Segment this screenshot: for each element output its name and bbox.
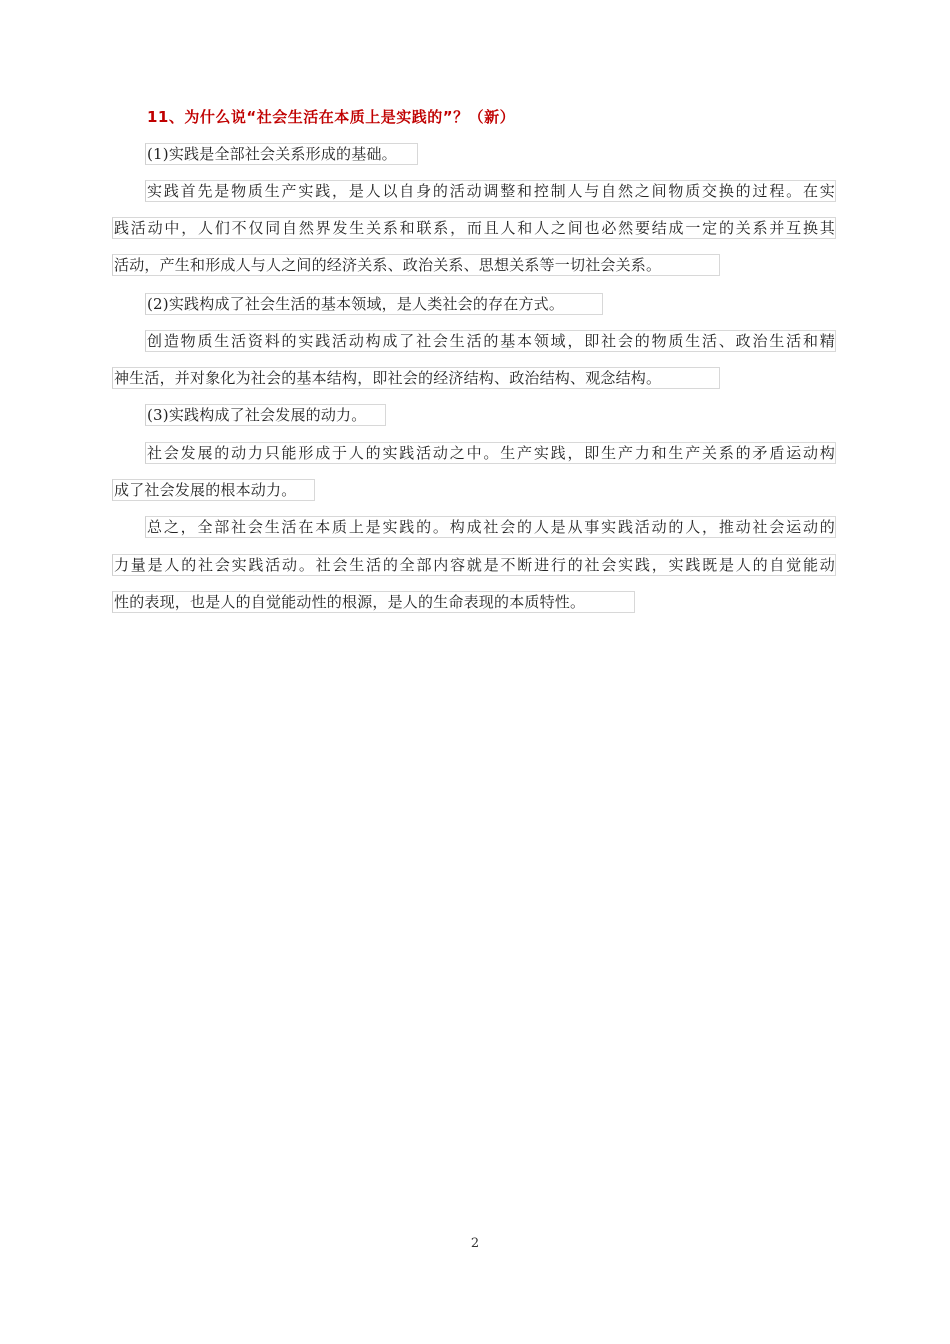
text-line: 成了社会发展的根本动力。	[112, 479, 315, 501]
text-line: 活动，产生和形成人与人之间的经济关系、政治关系、思想关系等一切社会关系。	[112, 254, 720, 276]
text-line: 总之，全部社会生活在本质上是实践的。构成社会的人是从事实践活动的人，推动社会运动的	[147, 518, 835, 536]
text-line: 社会发展的动力只能形成于人的实践活动之中。生产实践，即生产力和生产关系的矛盾运动构	[147, 444, 835, 462]
text-line: 创造物质生活资料的实践活动构成了社会生活的基本领域，即社会的物质生活、政治生活和精	[147, 332, 835, 350]
text-line: (3)实践构成了社会发展的动力。	[145, 404, 386, 426]
text-line: 性的表现，也是人的自觉能动性的根源，是人的生命表现的本质特性。	[112, 591, 635, 613]
text-line: (1)实践是全部社会关系形成的基础。	[145, 143, 418, 165]
text-line: 神生活，并对象化为社会的基本结构，即社会的经济结构、政治结构、观念结构。	[112, 367, 720, 389]
text-line: 践活动中，人们不仅同自然界发生关系和联系，而且人和人之间也必然要结成一定的关系并互换其	[114, 219, 835, 237]
text-line: 实践首先是物质生产实践，是人以自身的活动调整和控制人与自然之间物质交换的过程。在实	[147, 182, 835, 200]
page-number: 2	[470, 1236, 480, 1251]
text-line: 力量是人的社会实践活动。社会生活的全部内容就是不断进行的社会实践，实践既是人的自觉能动	[114, 556, 835, 574]
question-heading: 11、为什么说“社会生活在本质上是实践的”？（新）	[147, 108, 516, 126]
text-line: (2)实践构成了社会生活的基本领域，是人类社会的存在方式。	[145, 293, 603, 315]
